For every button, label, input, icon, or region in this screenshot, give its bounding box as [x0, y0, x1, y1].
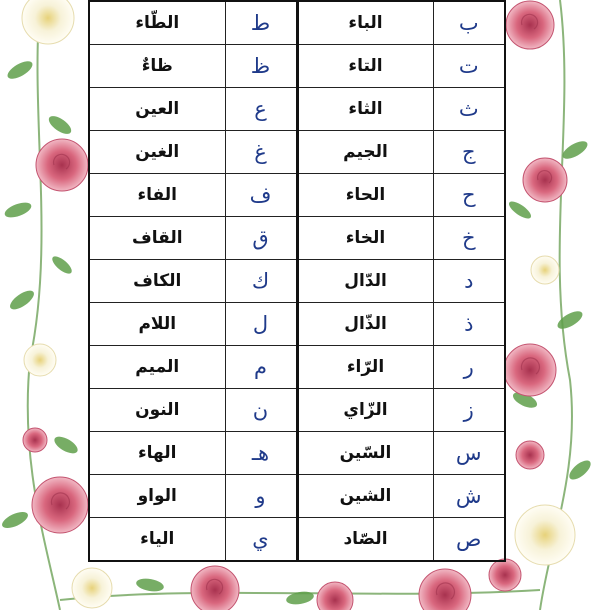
letter-name: القاف: [131, 228, 183, 248]
table-row: [89, 260, 505, 303]
letter-glyph: ح: [461, 183, 476, 207]
arabic-alphabet-table: [88, 0, 506, 562]
name-cell-right: [297, 88, 433, 131]
name-cell-left: [89, 432, 225, 475]
letter-cell-right: [433, 303, 505, 346]
letter-cell-left: [225, 303, 297, 346]
letter-cell-left: [225, 475, 297, 518]
letter-cell-left: [225, 260, 297, 303]
name-cell-left: [89, 518, 225, 562]
name-cell-right: [297, 260, 433, 303]
letter-name: الدّال: [344, 271, 387, 291]
letter-cell-left: [225, 88, 297, 131]
letter-cell-right: [433, 346, 505, 389]
letter-name: الياء: [140, 529, 175, 549]
letter-glyph: هـ: [251, 441, 270, 465]
name-cell-right: [297, 217, 433, 260]
letter-name: اللام: [138, 314, 177, 334]
name-cell-right: [297, 518, 433, 562]
letter-glyph: ت: [458, 54, 479, 78]
name-cell-left: [89, 346, 225, 389]
letter-glyph: ك: [251, 269, 270, 293]
name-cell-right: [297, 1, 433, 45]
letter-name: الطّاء: [135, 13, 180, 33]
letter-name: الذّال: [344, 314, 387, 334]
letter-glyph: د: [464, 269, 474, 293]
letter-cell-right: [433, 432, 505, 475]
letter-name: الواو: [137, 486, 177, 506]
letter-glyph: ق: [252, 226, 269, 250]
letter-glyph: ن: [252, 398, 269, 422]
letter-name: الجيم: [343, 142, 388, 162]
letter-glyph: م: [253, 355, 267, 379]
letter-cell-right: [433, 131, 505, 174]
name-cell-left: [89, 303, 225, 346]
letter-cell-right: [433, 217, 505, 260]
letter-glyph: ث: [458, 97, 479, 121]
letter-name: الفاء: [137, 185, 178, 205]
letter-glyph: و: [255, 484, 266, 508]
letter-cell-right: [433, 174, 505, 217]
letter-glyph: ف: [249, 183, 272, 207]
letter-cell-right: [433, 475, 505, 518]
letter-glyph: ج: [461, 140, 476, 164]
letter-glyph: خ: [461, 226, 476, 250]
name-cell-left: [89, 260, 225, 303]
letter-name: النون: [135, 400, 180, 420]
name-cell-right: [297, 45, 433, 88]
letter-cell-left: [225, 174, 297, 217]
table-row: [89, 45, 505, 88]
name-cell-right: [297, 174, 433, 217]
name-cell-left: [89, 1, 225, 45]
letter-cell-left: [225, 389, 297, 432]
letter-glyph: ل: [252, 312, 269, 336]
table-row: [89, 217, 505, 260]
alphabet-table-body: [89, 1, 505, 561]
letter-glyph: ذ: [464, 312, 474, 336]
letter-name: الثاء: [348, 99, 383, 119]
letter-name: السّين: [339, 443, 392, 463]
letter-cell-left: [225, 518, 297, 562]
letter-name: الهاء: [137, 443, 177, 463]
name-cell-right: [297, 432, 433, 475]
letter-name: الخاء: [345, 228, 386, 248]
name-cell-right: [297, 346, 433, 389]
table-row: [89, 389, 505, 432]
name-cell-left: [89, 475, 225, 518]
letter-name: العين: [135, 99, 180, 119]
letter-cell-left: [225, 432, 297, 475]
name-cell-left: [89, 389, 225, 432]
letter-cell-right: [433, 45, 505, 88]
name-cell-right: [297, 131, 433, 174]
letter-glyph: ي: [252, 527, 269, 551]
letter-name: الشين: [339, 486, 392, 506]
letter-name: ظاءٌ: [141, 56, 173, 76]
letter-cell-left: [225, 131, 297, 174]
letter-cell-right: [433, 389, 505, 432]
letter-glyph: ب: [458, 11, 479, 35]
letter-glyph: ط: [250, 11, 271, 35]
letter-name: الكاف: [133, 271, 182, 291]
letter-cell-right: [433, 1, 505, 45]
table-row: [89, 1, 505, 45]
letter-glyph: ر: [463, 355, 474, 379]
letter-cell-left: [225, 1, 297, 45]
name-cell-left: [89, 217, 225, 260]
letter-cell-left: [225, 45, 297, 88]
letter-cell-left: [225, 217, 297, 260]
name-cell-right: [297, 475, 433, 518]
letter-name: الزّاي: [343, 400, 388, 420]
alphabet-table-container: [88, 0, 505, 557]
letter-name: التاء: [348, 56, 383, 76]
letter-name: الميم: [135, 357, 180, 377]
table-row: [89, 131, 505, 174]
name-cell-left: [89, 131, 225, 174]
name-cell-left: [89, 45, 225, 88]
table-row: [89, 432, 505, 475]
table-row: [89, 88, 505, 131]
letter-glyph: ص: [456, 527, 482, 551]
letter-cell-right: [433, 88, 505, 131]
letter-glyph: ظ: [250, 54, 271, 78]
table-row: [89, 475, 505, 518]
table-row: [89, 346, 505, 389]
letter-cell-left: [225, 346, 297, 389]
letter-name: الغين: [135, 142, 180, 162]
letter-glyph: ش: [455, 484, 482, 508]
name-cell-right: [297, 303, 433, 346]
table-row: [89, 303, 505, 346]
name-cell-left: [89, 174, 225, 217]
letter-glyph: س: [455, 441, 482, 465]
letter-glyph: غ: [254, 140, 267, 164]
letter-glyph: ع: [254, 97, 267, 121]
letter-name: الحاء: [345, 185, 386, 205]
table-row: [89, 518, 505, 562]
letter-name: الرّاء: [346, 357, 385, 377]
name-cell-left: [89, 88, 225, 131]
table-row: [89, 174, 505, 217]
letter-glyph: ز: [463, 398, 474, 422]
name-cell-right: [297, 389, 433, 432]
letter-name: الصّاد: [343, 529, 388, 549]
letter-cell-right: [433, 260, 505, 303]
letter-name: الباء: [348, 13, 383, 33]
letter-cell-right: [433, 518, 505, 562]
